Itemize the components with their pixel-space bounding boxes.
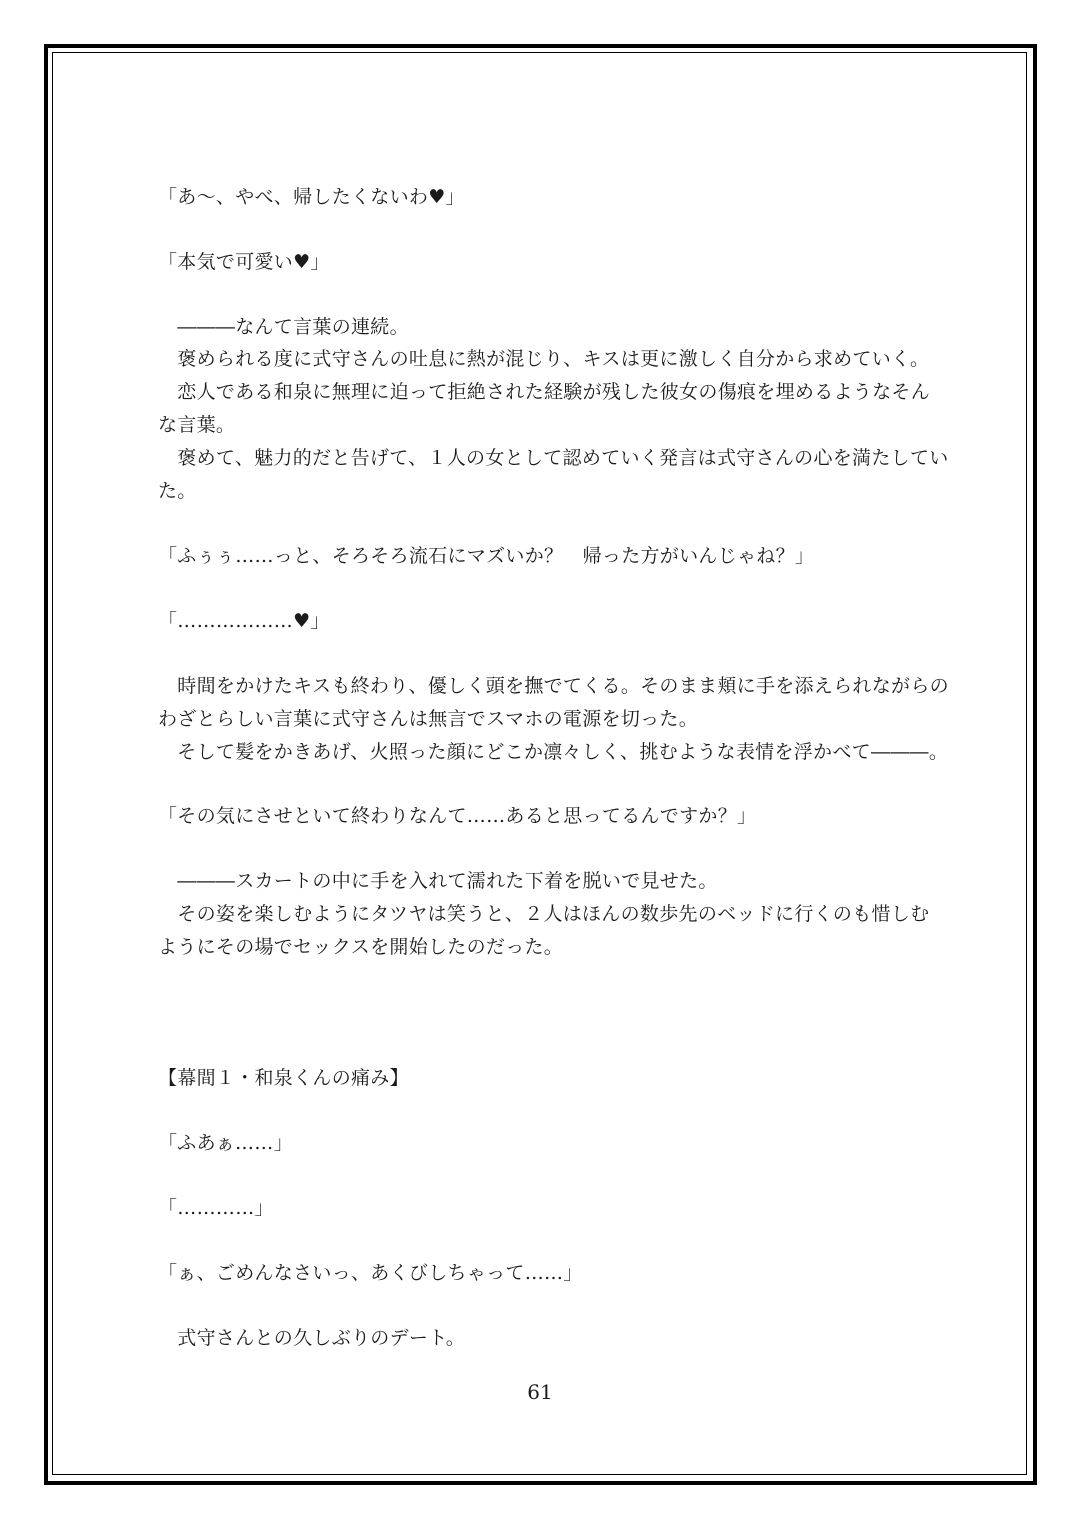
dialogue-line: 「ふあぁ……」	[158, 1132, 293, 1154]
narration-line: そして髪をかきあげ、火照った顔にどこか凛々しく、挑むような表情を浮かべて―――。	[158, 741, 949, 763]
narration-line: た。	[158, 480, 197, 502]
dialogue-line: 「…………」	[158, 1197, 274, 1219]
narration-line: ようにその場でセックスを開始したのだった。	[158, 936, 564, 958]
narration-line: わざとらしい言葉に式守さんは無言でスマホの電源を切った。	[158, 708, 699, 730]
dialogue-line: 「………………♥」	[158, 610, 330, 632]
narration-line: 恋人である和泉に無理に迫って拒絶された経験が残した彼女の傷痕を埋めるようなそん	[158, 381, 931, 403]
dialogue-line: 「その気にさせといて終わりなんて……あると思ってるんですか？」	[158, 805, 757, 827]
narration-line: 式守さんとの久しぶりのデート。	[158, 1327, 466, 1349]
dialogue-line: 「ぁ、ごめんなさいっ、あくびしちゃって……」	[158, 1262, 583, 1284]
narration-line: 褒めて、魅力的だと告げて、１人の女として認めていく発言は式守さんの心を満たしてい	[158, 447, 949, 469]
narration-line: 時間をかけたキスも終わり、優しく頭を撫でてくる。そのまま頬に手を添えられながらの	[158, 675, 949, 697]
section-heading: 【幕間１・和泉くんの痛み】	[158, 1067, 409, 1089]
narration-line: その姿を楽しむようにタツヤは笑うと、２人はほんの数歩先のベッドに行くのも惜しむ	[158, 903, 930, 925]
narration-line: 褒められる度に式守さんの吐息に熱が混じり、キスは更に激しく自分から求めていく。	[158, 348, 930, 370]
narration-line: ―――スカートの中に手を入れて濡れた下着を脱いで見せた。	[158, 870, 718, 892]
narration-line: な言葉。	[158, 414, 236, 436]
dialogue-line: 「あ〜、やべ、帰したくないわ♥」	[158, 186, 465, 208]
dialogue-line: 「ふぅぅ……っと、そろそろ流石にマズいか？ 帰った方がいんじゃね？」	[158, 545, 815, 567]
page-number: 61	[527, 1380, 553, 1404]
narration-line: ―――なんて言葉の連続。	[158, 316, 409, 338]
dialogue-line: 「本気で可愛い♥」	[158, 251, 330, 273]
